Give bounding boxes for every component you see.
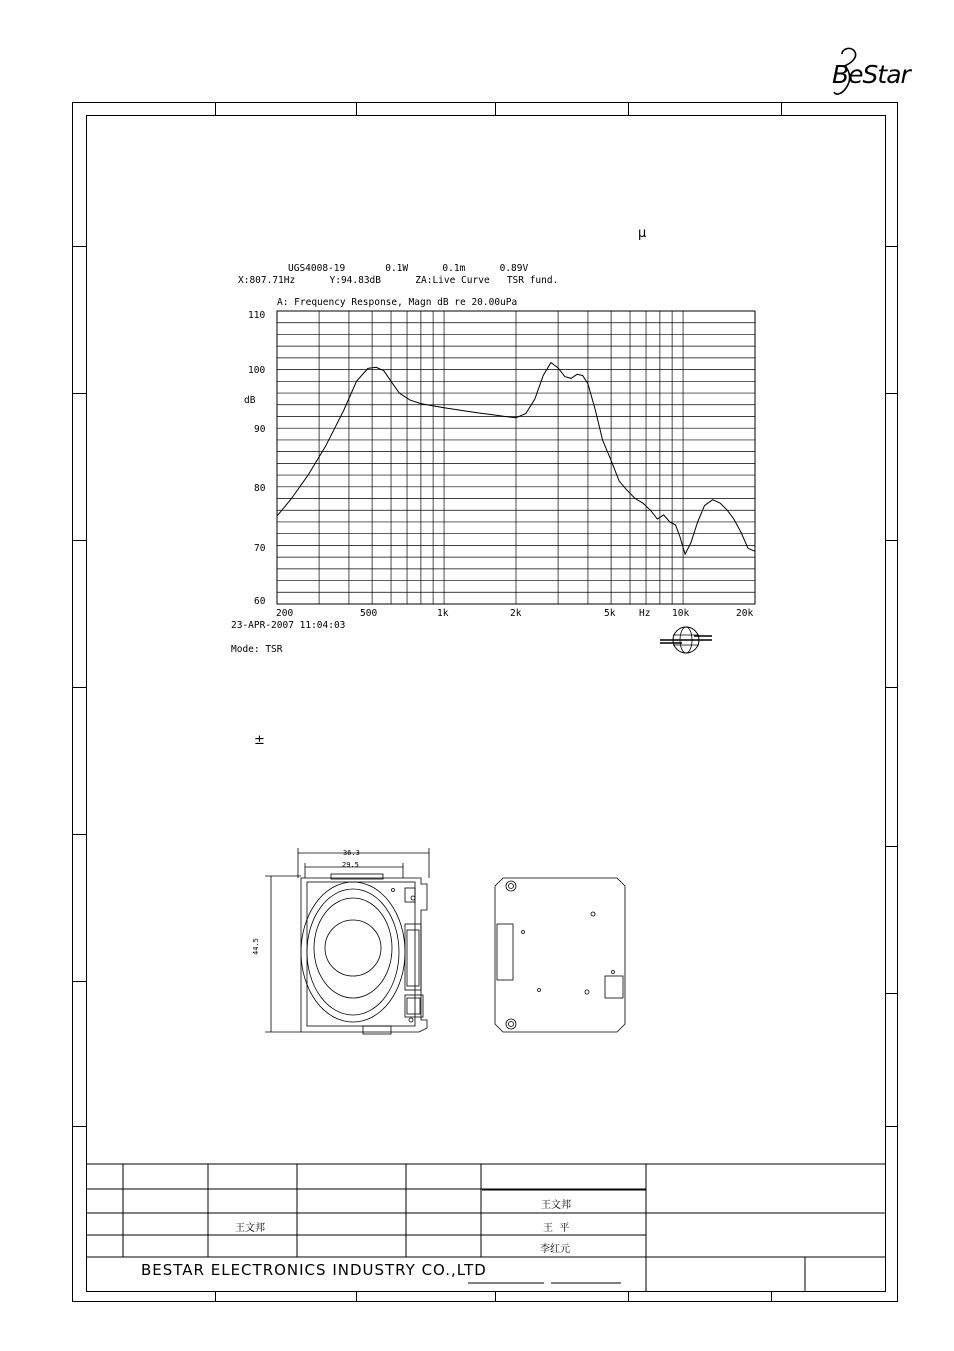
x-tick-label: 500 — [360, 608, 378, 619]
title-block-cell: 王 平 — [543, 1223, 570, 1234]
x-unit-label: Hz — [639, 608, 651, 619]
chart-header-line2: X:807.71Hz Y:94.83dB ZA:Live Curve TSR fund. — [238, 275, 559, 286]
x-tick-label: 20k — [736, 608, 754, 619]
x-tick-label: 10k — [672, 608, 690, 619]
plusminus-symbol: ± — [254, 733, 265, 748]
y-tick-label: 80 — [254, 483, 266, 494]
chart-header-line1: UGS4008-19 0.1W 0.1m 0.89V — [288, 263, 529, 274]
company-name: BESTAR ELECTRONICS INDUSTRY CO.,LTD — [141, 1261, 487, 1279]
y-tick-label: 110 — [248, 310, 266, 321]
logo-wordmark: BeStar — [832, 60, 910, 89]
y-tick-label: 60 — [254, 596, 266, 607]
title-block-cell: 李红元 — [540, 1244, 570, 1255]
title-block-cell: 王文邦 — [235, 1223, 265, 1234]
dimension-outer-width: 36.3 — [343, 849, 360, 857]
y-axis-label: dB — [244, 395, 256, 406]
chart-footer-date: 23-APR-2007 11:04:03 — [231, 620, 346, 631]
x-tick-label: 200 — [276, 608, 294, 619]
y-tick-label: 100 — [248, 365, 266, 376]
micro-symbol: μ — [638, 226, 647, 241]
chart-title: A: Frequency Response, Magn dB re 20.00uPa — [277, 297, 518, 308]
dimension-inner-width: 29.5 — [342, 861, 359, 869]
x-tick-label: 2k — [510, 608, 522, 619]
y-tick-label: 70 — [254, 543, 266, 554]
dimension-height: 44.5 — [252, 938, 260, 955]
chart-footer-mode: Mode: TSR — [231, 644, 283, 655]
x-tick-label: 5k — [604, 608, 616, 619]
title-block-cell: 王文邦 — [541, 1200, 571, 1211]
y-tick-label: 90 — [254, 424, 266, 435]
x-tick-label: 1k — [437, 608, 449, 619]
